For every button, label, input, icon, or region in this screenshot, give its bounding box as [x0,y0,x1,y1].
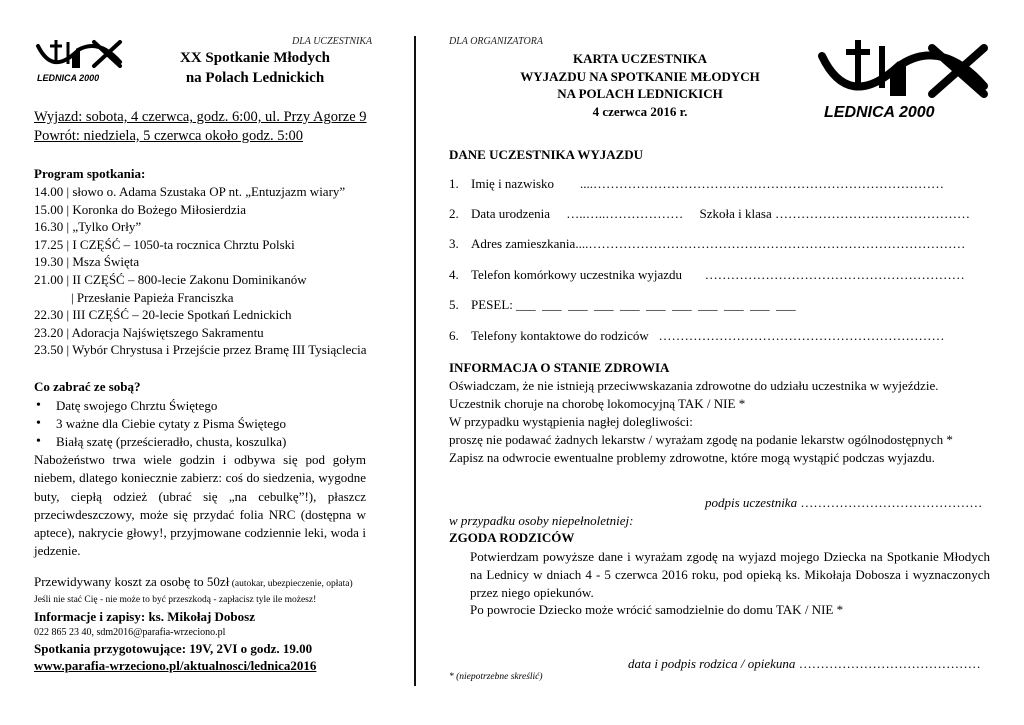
bring-item: • 3 ważne dla Ciebie cytaty z Pisma Świętego [34,415,286,433]
card-title-line3: NA POLACH LEDNICKICH [557,86,723,101]
program-item: 15.00 | Koronka do Bożego Miłosierdzia [34,201,247,217]
card-title [470,50,810,120]
contact-heading: Informacje i zapisy: ks. Mikołaj Dobosz [34,609,255,624]
cost-line [34,574,353,590]
logo-text: LEDNICA 2000 [824,104,935,121]
right-header-label: DLA ORGANIZATORA [449,36,543,47]
bring-item: • Datę swojego Chrztu Świętego [34,397,286,415]
health-line: W przypadku wystąpienia nagłej dolegliwości: [449,414,693,429]
consent-text: Potwierdzam powyższe dane i wyrażam zgodę na wyjazd mojego Dziecka na Spotkanie Młodych na Lednicy w dniach 4 - 5 czerwca 2016 roku, pod opieką ks. Mikołaja Dobosza i wyznaczonych przez niego opiekunów. [470,549,990,600]
logo-text: LEDNICA 2000 [37,73,100,83]
participant-signature-label: podpis uczestnika [705,495,798,510]
footnote: * (niepotrzebne skreślić) [449,672,543,682]
fish-cross-icon [816,36,992,112]
website-link[interactable]: www.parafia-wrzeciono.pl/aktualnosci/lednica2016 [34,658,317,673]
participant-signature[interactable]: podpis uczestnika …………………………………… [705,495,983,510]
contact-line: 022 865 23 40, sdm2016@parafia-wrzeciono.pl [34,627,226,638]
health-line: proszę nie podawać żadnych lekarstw / wyrażam zgodę na podanie lekarstw ogólnodostępnych * [449,432,953,447]
card-title-date: 4 czerwca 2016 r. [592,103,688,119]
title-line1: XX Spotkanie Młodych [179,50,331,66]
program-list [34,183,367,359]
field-pesel[interactable]: 5. PESEL: ___ ___ ___ ___ ___ ___ ___ ___ ___ ___ ___ [449,297,796,312]
program-item: 14.00 | słowo o. Adama Szustaka OP nt. „Entuzjazm wiary” [34,184,346,199]
program-heading: Program spotkania: [34,166,146,181]
field-name[interactable]: 1. Imię i nazwisko ....……………………………………………………………………… [449,176,945,191]
program-item: 19.30 | Msza Święta [34,254,140,270]
health-line: Uczestnik choruje na chorobę lokomocyjną TAK / NIE * [449,396,746,411]
consent-heading: ZGODA RODZICÓW [449,530,575,545]
cost-note: (autokar, ubezpieczenie, opłata) [229,579,353,589]
card-title-line2: WYJAZDU NA SPOTKANIE MŁODYCH [520,68,760,84]
return-text: Powrót: niedziela, 5 czerwca około godz. 5:00 [34,128,303,144]
field-parent-phones[interactable]: 6. Telefony kontaktowe do rodziców ………………………………………………………… [449,328,945,343]
consent-return: Po powrocie Dziecko może wrócić samodzielnie do domu TAK / NIE * [470,602,844,617]
left-title [150,48,360,88]
health-block [449,377,953,467]
field-address[interactable]: 3. Adres zamieszkania....…………………………………………………………………………… [449,236,966,251]
minor-note: w przypadku osoby niepełnoletniej: [449,513,634,528]
travel-info [34,108,367,146]
departure-text: Wyjazd: sobota, 4 czerwca, godz. 6:00, ul. Przy Agorze 9 [34,109,367,125]
program-item: 23.50 | Wybór Chrystusa i Przejście przez Bramę III Tysiąclecia [34,342,367,358]
program-item: 21.00 | II CZĘŚĆ – 800-lecie Zakonu Dominikanów [34,271,307,287]
lednica-logo-small [34,36,126,83]
field-birth-school[interactable]: 2. Data urodzenia …..…..……………… Szkoła i klasa ……………………………………… [449,206,971,221]
title-line2: na Polach Lednickich [185,70,325,86]
card-title-line1: KARTA UCZESTNIKA [572,51,708,66]
data-heading: DANE UCZESTNIKA WYJAZDU [449,147,644,162]
cost-main: Przewidywany koszt za osobę to 50zł [34,574,230,589]
program-item: 17.25 | I CZĘŚĆ – 1050-ta rocznica Chrztu Polski [34,236,295,252]
cost-line2: Jeśli nie stać Cię - nie może to być przeszkodą - zapłacisz tyle ile możesz! [34,595,317,605]
bring-paragraph: Nabożeństwo trwa wiele godzin i odbywa się pod gołym niebem, dlatego koniecznie zabierz: coś do siedzenia, wygodne buty, ciepłą odzież (ubrać się „na cebulkę”!), płaszcz przeciwdeszczowy, może się przydać folia NRC (dostępna w aptece), nakrycie głowy!, przyjmowane codziennie leki, woda i jedzenie. [34,452,366,559]
bring-list [34,397,286,450]
program-item: | Przesłanie Papieża Franciszka [71,289,234,305]
bring-heading: Co zabrać ze sobą? [34,379,141,394]
bring-item: • Białą szatę (prześcieradło, chusta, koszulka) [34,433,286,451]
parent-signature[interactable]: data i podpis rodzica / opiekuna …………………………………… [628,656,981,671]
program-item: 22.30 | III CZĘŚĆ – 20-lecie Spotkań Lednickich [34,307,292,323]
program-item: 23.20 | Adoracja Najświętszego Sakramentu [34,324,264,340]
health-line: Zapisz na odwrocie ewentualne problemy zdrowotne, które mogą wystąpić podczas wyjazdu. [449,450,935,465]
lednica-logo-large [816,36,992,122]
program-item: 16.30 | „Tylko Orły” [34,219,142,235]
field-phone[interactable]: 4. Telefon komórkowy uczestnika wyjazdu …………………………………………………… [449,267,965,282]
left-header-label: DLA UCZESTNIKA [292,36,373,47]
meetings-line: Spotkania przygotowujące: 19V, 2VI o godz. 19.00 [34,641,313,656]
health-line: Oświadczam, że nie istnieją przeciwwskazania zdrowotne do udziału uczestnika w wyjeździe. [449,378,939,393]
parent-signature-label: data i podpis rodzica / opiekuna [628,656,796,671]
health-heading: INFORMACJA O STANIE ZDROWIA [449,360,670,375]
column-divider [414,36,416,686]
